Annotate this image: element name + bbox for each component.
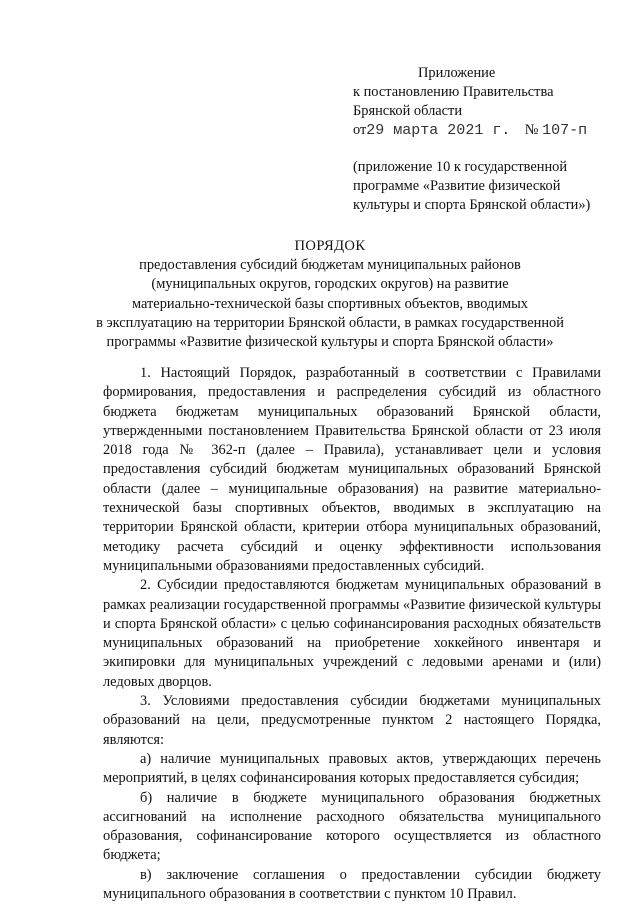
title-line: в эксплуатацию на территории Брянской области, в рамках государственной (96, 314, 564, 331)
paragraph-3: 3. Условиями предоставления субсидии бюджетами муниципальных образований на цели, предусмотренные пунктом 2 настоящего Порядка, являются: (103, 693, 601, 748)
appendix-resolution: к постановлению Правительства (353, 84, 554, 100)
date-prefix: от (353, 122, 367, 138)
title-line: предоставления субсидий бюджетам муниципальных районов (139, 257, 521, 274)
title-line: программы «Развитие физической культуры и спорта Брянской области» (106, 334, 554, 351)
appendix-date-line (353, 121, 615, 140)
number-value: 107-п (542, 122, 588, 139)
document-body (103, 364, 601, 904)
paragraph-3c: в) заключение соглашения о предоставлении субсидии бюджету муниципального образования в соответствии с пунктом 10 Правил. (103, 866, 601, 903)
appendix-note-line: (приложение 10 к государственной (353, 159, 568, 175)
paragraph-1: 1. Настоящий Порядок, разработанный в соответствии с Правилами формирования, предоставления и распределения субсидий из областного бюджета бюджетам муниципальных образований Брянской области, утвержденными постановлением Правительства Брянской области от 23 июля 2018 года № 362-п (далее – Правила), устанавливает цели и условия предоставления субсидий бюджетам муниципальных образований Брянской области (далее – муниципальные образования) на развитие материально-технической базы спортивных объектов, вводимых в эксплуатацию на территории Брянской области, критерии отбора муниципальных образований, методику расчета субсидий и оценку эффективности использования муниципальными образованиями предоставленных субсидий. (103, 365, 601, 574)
paragraph-3a: а) наличие муниципальных правовых актов, утверждающих перечень мероприятий, в целях софинансирования которых предоставляется субсидия; (103, 750, 601, 787)
appendix-note-line: культуры и спорта Брянской области») (353, 197, 591, 213)
title-line: материально-технической базы спортивных объектов, вводимых (132, 295, 528, 312)
appendix-note-line: программе «Развитие физической (353, 178, 561, 194)
appendix-region: Брянской области (353, 103, 463, 119)
title-heading: ПОРЯДОК (294, 238, 366, 254)
appendix-note (353, 158, 615, 215)
date-value: 29 марта 2021 г. (366, 122, 511, 139)
paragraph-3b: б) наличие в бюджете муниципального образования бюджетных ассигнований на исполнение расходного обязательства муниципального образования, софинансирование которого осуществляется из областного бюджета; (103, 789, 601, 864)
paragraph-2: 2. Субсидии предоставляются бюджетам муниципальных образований в рамках реализации государственной программы «Развитие физической культуры и спорта Брянской области» с целью софинансирования расходных обязательств муниципальных образований на приобретение хоккейного инвентаря и экипировки для муниципальных учреждений с ледовыми аренами и (или) ледовых дворцов. (103, 577, 601, 690)
title-line: (муниципальных округов, городских округов) на развитие (151, 276, 509, 293)
document-title (60, 237, 600, 352)
appendix-block (353, 64, 615, 215)
number-prefix: № (524, 122, 539, 138)
appendix-label: Приложение (418, 65, 496, 81)
